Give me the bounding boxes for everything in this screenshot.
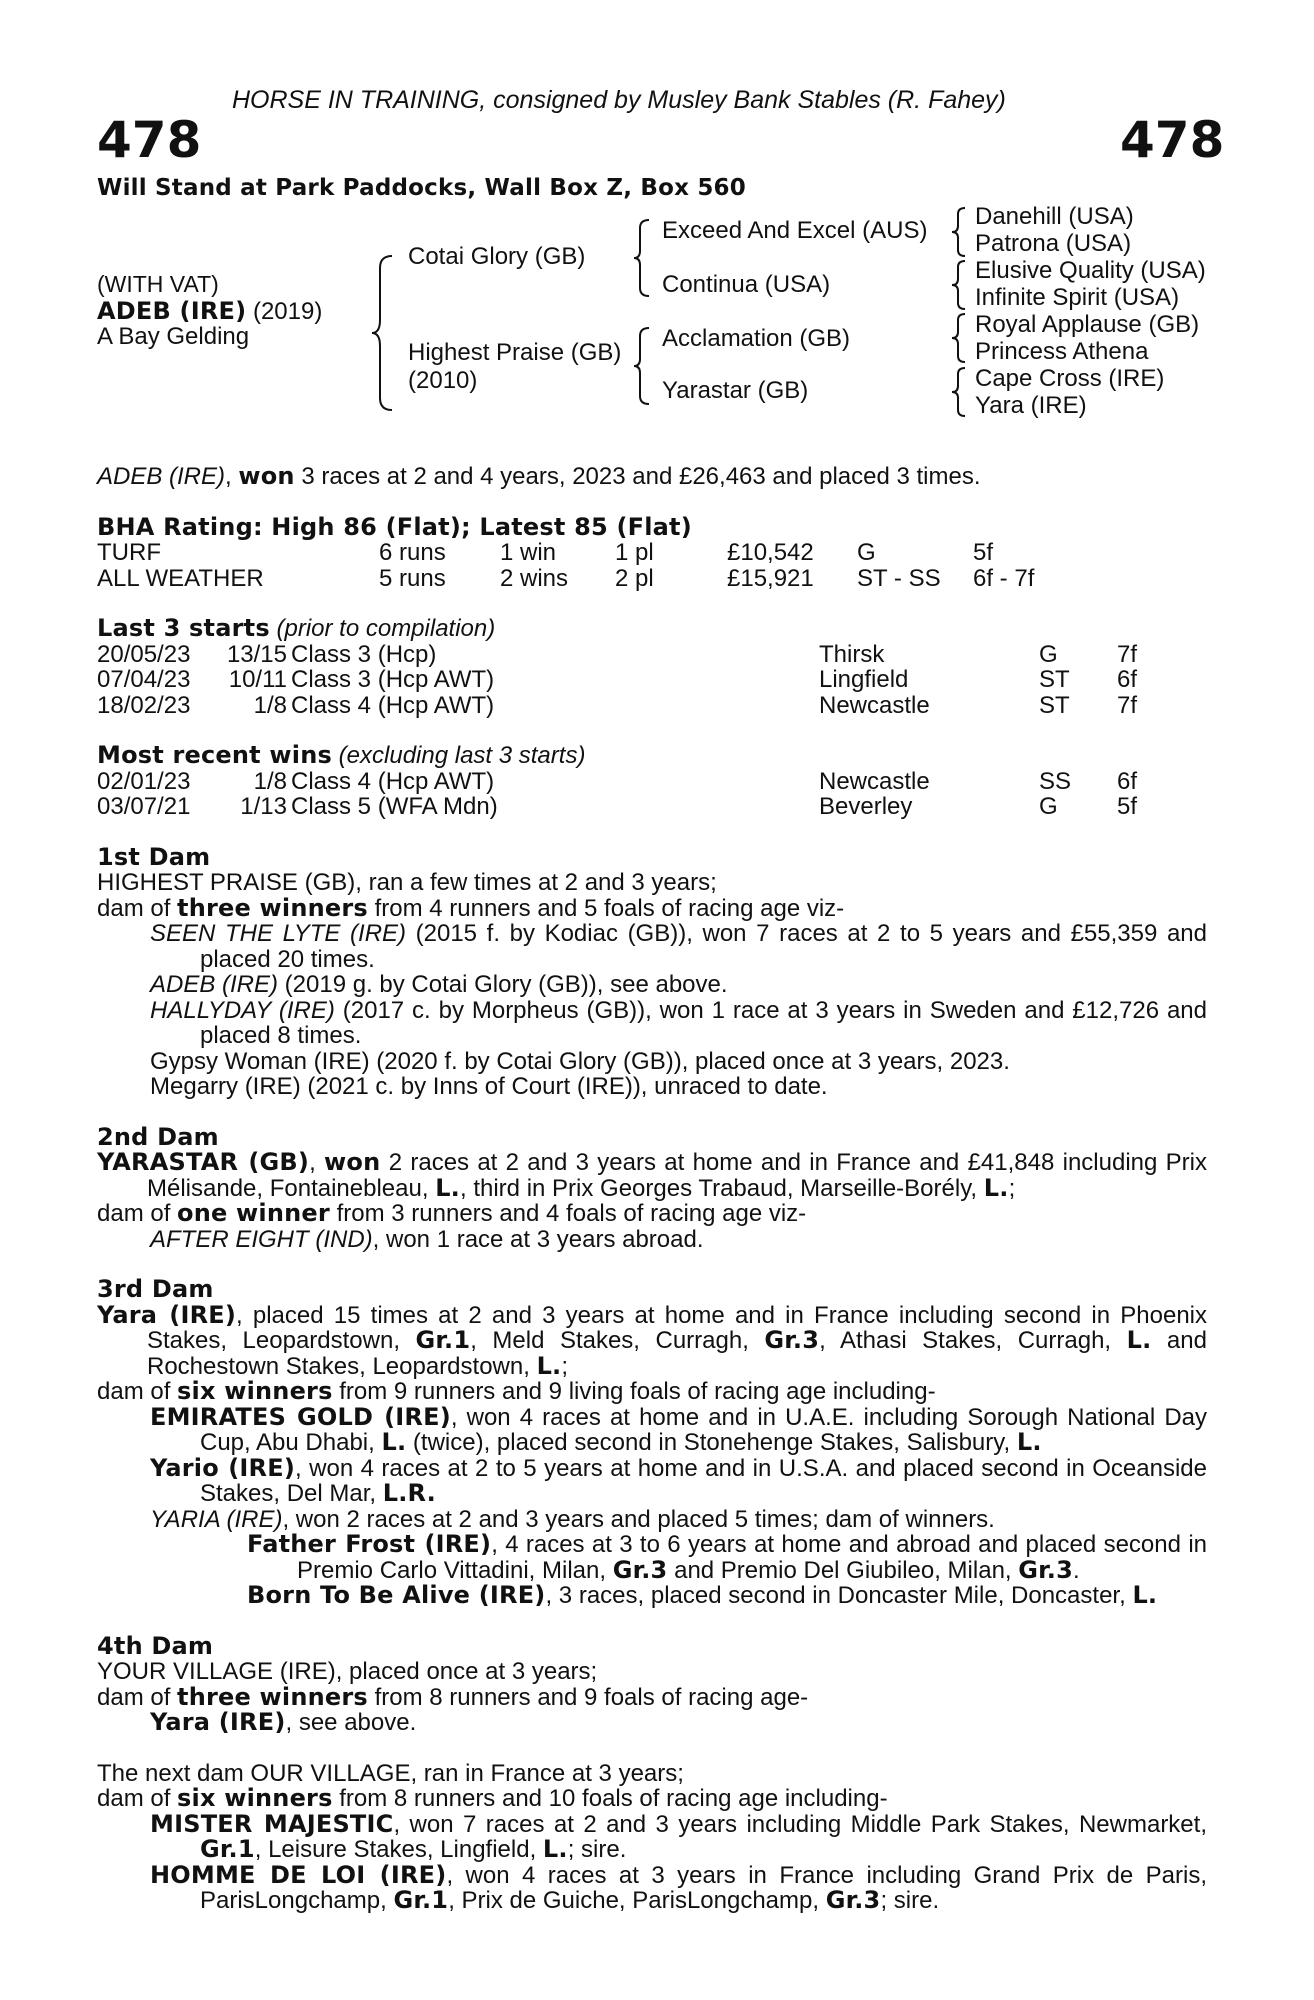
recent-wins-title: Most recent wins	[97, 741, 332, 769]
catalogue-body	[97, 464, 1207, 1914]
pedigree-g1: Danehill (USA)	[975, 203, 1134, 230]
pedigree-g7: Cape Cross (IRE)	[975, 365, 1165, 392]
produce-name: HOMME DE LOI (IRE)	[150, 1860, 447, 1889]
next-dam-produce-1: MISTER MAJESTIC, won 7 races at 2 and 3 years including Middle Park Stakes, Newmarket, Gr.1, Leisure Stakes, Lingfield, L.; sire.	[150, 1809, 1207, 1863]
start-going: ST	[1039, 691, 1070, 719]
produce-text: , won 1 race at 3 years abroad.	[372, 1225, 704, 1253]
vat-note: (WITH VAT)	[97, 271, 219, 297]
pedigree-g4: Infinite Spirit (USA)	[975, 284, 1180, 311]
dam3-grandproduce-2: Born To Be Alive (IRE), 3 races, placed second in Doncaster Mile, Doncaster, L.	[247, 1581, 1158, 1609]
pedigree-g5: Royal Applause (GB)	[975, 311, 1200, 338]
dam1-produce-2	[97, 972, 1207, 998]
win-row	[97, 769, 1207, 795]
rating-going: G	[857, 539, 876, 566]
dam1-line2	[97, 893, 1207, 922]
dam3-produce-1: EMIRATES GOLD (IRE), won 4 races at home and in U.A.E. including Sorough National Day Cup, Abu Dhabi, L. (twice), placed second in Stonehenge Stakes, Salisbury, L.	[150, 1402, 1208, 1456]
race-grade: Gr.3	[825, 1886, 881, 1914]
dam2-produce-1	[97, 1227, 1207, 1253]
start-row	[97, 693, 1207, 719]
win-class: Class 4 (Hcp AWT)	[291, 767, 495, 795]
horse-description: A Bay Gelding	[97, 323, 250, 350]
race-grade: L.	[536, 1351, 562, 1380]
start-distance: 6f	[1117, 666, 1138, 693]
start-date: 18/02/23	[97, 691, 191, 719]
pedigree-sire-sire: Exceed And Excel (AUS)	[662, 217, 928, 244]
start-course: Thirsk	[819, 640, 885, 668]
dam4-heading: 4th Dam	[97, 1631, 214, 1660]
produce-name: MISTER MAJESTIC	[150, 1809, 394, 1838]
produce-name: Yario (IRE)	[150, 1453, 296, 1482]
race-summary: ADEB (IRE), won 3 races at 2 and 4 years, 2023 and £26,463 and placed 3 times.	[97, 462, 981, 490]
pedigree-brace-g34	[950, 259, 968, 311]
pedigree-brace-dam	[632, 326, 652, 406]
dam1-suffix: from 4 runners and 5 foals of racing age viz-	[367, 894, 845, 922]
dam3-produce-3: YARIA (IRE), won 2 races at 2 and 3 years and placed 5 times; dam of winners.	[150, 1505, 995, 1533]
dam3-heading: 3rd Dam	[97, 1275, 214, 1303]
consignor-line: HORSE IN TRAINING, consigned by Musley Bank Stables (R. Fahey)	[232, 86, 1006, 114]
dam1-heading: 1st Dam	[97, 842, 211, 871]
win-row	[97, 794, 1207, 820]
pedigree-dam-dam: Yarastar (GB)	[662, 377, 809, 404]
summary-text: 3 races at 2 and 4 years, 2023 and £26,463 and placed 3 times.	[294, 463, 981, 490]
produce-name: YARIA (IRE)	[150, 1505, 283, 1533]
dam3-winners: six winners	[177, 1377, 333, 1405]
dam2-line2: dam of one winner from 3 runners and 4 foals of racing age viz-	[97, 1199, 807, 1227]
next-dam-produce-2: HOMME DE LOI (IRE), won 4 races at 3 years in France including Grand Prix de Paris, ParisLongchamp, Gr.1, Prix de Guiche, ParisLongchamp, Gr.3; sire.	[150, 1860, 1207, 1914]
rating-prize: £10,542	[727, 539, 814, 566]
next-dam-line2: dam of six winners from 8 runners and 10 foals of racing age including-	[97, 1784, 888, 1812]
pedigree-brace-sire	[632, 218, 652, 298]
start-date: 20/05/23	[97, 640, 191, 668]
race-grade: Gr.3	[1018, 1555, 1073, 1584]
rating-row	[97, 566, 1207, 592]
rating-row	[97, 540, 1207, 566]
win-course: Newcastle	[819, 767, 930, 795]
pedigree-g6: Princess Athena	[975, 338, 1149, 365]
start-distance: 7f	[1117, 640, 1138, 668]
start-date: 07/04/23	[97, 666, 191, 693]
race-grade: L.	[983, 1173, 1009, 1202]
last3-heading	[97, 616, 1207, 642]
produce-name: Father Frost (IRE)	[247, 1530, 492, 1558]
race-grade: Gr.1	[415, 1326, 471, 1354]
last3-title: Last 3 starts	[97, 614, 270, 642]
dam3-name: Yara (IRE)	[97, 1300, 237, 1329]
pedigree-sire: Cotai Glory (GB)	[408, 243, 586, 270]
start-going: ST	[1039, 666, 1070, 693]
race-grade: L.	[1016, 1428, 1042, 1456]
dam1-produce-4: Gypsy Woman (IRE) (2020 f. by Cotai Glory (GB)), placed once at 3 years, 2023.	[150, 1047, 1010, 1075]
pedigree-sire-dam: Continua (USA)	[662, 271, 831, 298]
pedigree-brace-g78	[950, 366, 968, 418]
next-dam-winners: six winners	[177, 1784, 333, 1812]
next-dam-line1: The next dam OUR VILLAGE, ran in France at 3 years;	[97, 1759, 684, 1787]
dam3-produce-2: Yario (IRE), won 4 races at 2 to 5 years at home and in U.S.A. and placed second in Oceanside Stakes, Del Mar, L.R.	[150, 1453, 1207, 1507]
dam2-line1: YARASTAR (GB), won 2 races at 2 and 3 years at home and in France and £41,848 including Prix Mélisande, Fontainebleau, L., third in Prix Georges Trabaud, Marseille-Borély, L.;	[97, 1148, 1207, 1202]
pedigree-brace-g12	[950, 206, 968, 258]
recent-wins-note: (excluding last 3 starts)	[338, 742, 586, 769]
dam4-winners: three winners	[177, 1682, 368, 1711]
rating-surface: ALL WEATHER	[97, 564, 264, 592]
pedigree-dam-sire: Acclamation (GB)	[662, 325, 851, 352]
rating-wins: 1 win	[500, 539, 557, 566]
rating-dist: 6f - 7f	[973, 564, 1035, 592]
produce-name: EMIRATES GOLD (IRE)	[150, 1402, 451, 1431]
win-class: Class 5 (WFA Mdn)	[291, 793, 498, 820]
produce-name: HALLYDAY (IRE)	[150, 996, 335, 1024]
summary-won: won	[238, 462, 295, 490]
dam2-name: YARASTAR (GB)	[97, 1148, 310, 1176]
dam1-prefix: dam of	[97, 894, 178, 922]
pedigree-brace-g56	[950, 312, 968, 364]
dam4-produce-1: Yara (IRE), see above.	[150, 1708, 417, 1736]
horse-year: (2019)	[252, 298, 323, 325]
race-grade: L.	[542, 1835, 568, 1863]
start-course: Lingfield	[819, 666, 909, 693]
dam2-heading: 2nd Dam	[97, 1122, 219, 1151]
summary-horse-name: ADEB (IRE)	[97, 463, 226, 490]
dam1-produce-1	[97, 921, 1207, 972]
start-going: G	[1039, 640, 1058, 668]
start-position: 1/8	[253, 691, 287, 719]
win-course: Beverley	[819, 793, 913, 820]
win-going: SS	[1039, 767, 1072, 795]
race-grade: Gr.3	[612, 1555, 668, 1584]
win-going: G	[1039, 793, 1058, 820]
race-grade: L.	[381, 1428, 407, 1456]
horse-name-line	[97, 298, 322, 326]
win-date: 03/07/21	[97, 793, 191, 820]
start-position: 13/15	[226, 640, 287, 668]
race-grade: L.	[1132, 1581, 1158, 1609]
dam1-produce-5: Megarry (IRE) (2021 c. by Inns of Court (IRE)), unraced to date.	[150, 1073, 828, 1100]
produce-name: Born To Be Alive (IRE)	[247, 1581, 546, 1609]
rating-surface: TURF	[97, 539, 161, 566]
recent-wins-heading	[97, 743, 1207, 769]
rating-placed: 2 pl	[615, 564, 654, 592]
rating-runs: 6 runs	[379, 539, 446, 566]
pedigree-dam: Highest Praise (GB)	[408, 339, 622, 366]
start-distance: 7f	[1117, 691, 1138, 719]
rating-prize: £15,921	[727, 564, 814, 592]
pedigree-g8: Yara (IRE)	[975, 392, 1087, 419]
dam3-line2: dam of six winners from 9 runners and 9 living foals of racing age including-	[97, 1377, 936, 1405]
dam1-line1: HIGHEST PRAISE (GB), ran a few times at 2 and 3 years;	[97, 869, 717, 896]
last3-note: (prior to compilation)	[276, 615, 496, 642]
produce-name: Yara (IRE)	[150, 1708, 286, 1736]
rating-placed: 1 pl	[615, 539, 654, 566]
lot-number-left: 478	[97, 111, 202, 169]
win-position: 1/8	[253, 767, 287, 795]
dam1-winners: three winners	[177, 893, 368, 922]
produce-text: (2017 c. by Morpheus (GB)), won 1 race at 3 years in Sweden and £12,726 and placed 8 times.	[200, 996, 1207, 1049]
stand-location: Will Stand at Park Paddocks, Wall Box Z, Box 560	[97, 175, 746, 201]
rating-going: ST - SS	[857, 564, 941, 592]
horse-name: ADEB (IRE)	[97, 297, 247, 325]
pedigree-g3: Elusive Quality (USA)	[975, 257, 1206, 284]
pedigree-g2: Patrona (USA)	[975, 230, 1132, 257]
pedigree-dam-year: (2010)	[408, 367, 478, 394]
dam4-line2: dam of three winners from 8 runners and 9 foals of racing age-	[97, 1682, 809, 1711]
start-row	[97, 667, 1207, 693]
dam2-winners: one winner	[177, 1199, 330, 1227]
race-grade: Gr.3	[764, 1326, 820, 1354]
dam3-grandproduce-1: Father Frost (IRE), 4 races at 3 to 6 years at home and abroad and placed second in Premio Carlo Vittadini, Milan, Gr.3 and Premio Del Giubileo, Milan, Gr.3.	[247, 1530, 1207, 1584]
start-class: Class 3 (Hcp)	[291, 640, 437, 668]
start-class: Class 4 (Hcp AWT)	[291, 691, 495, 719]
dam3-line1: Yara (IRE), placed 15 times at 2 and 3 years at home and in France including second in Phoenix Stakes, Leopardstown, Gr.1, Meld Stakes, Curragh, Gr.3, Athasi Stakes, Curragh, L. and Rochestown Stakes, Leopardstown, L.;	[97, 1300, 1207, 1380]
race-grade: Gr.1	[200, 1835, 255, 1863]
dam2-won: won	[324, 1148, 381, 1176]
start-row	[97, 642, 1207, 668]
produce-text: (2015 f. by Kodiac (GB)), won 7 races at 2 to 5 years and £55,359 and placed 20 times.	[200, 920, 1208, 973]
win-distance: 5f	[1117, 793, 1138, 820]
start-position: 10/11	[228, 666, 287, 693]
win-date: 02/01/23	[97, 767, 191, 795]
rating-runs: 5 runs	[379, 564, 446, 592]
produce-name: ADEB (IRE)	[150, 971, 279, 998]
start-class: Class 3 (Hcp AWT)	[291, 666, 495, 693]
race-grade: L.	[1126, 1326, 1152, 1354]
produce-name: SEEN THE LYTE (IRE)	[150, 920, 407, 947]
race-grade: L.	[435, 1173, 460, 1202]
dam1-produce-3	[97, 998, 1207, 1049]
dam4-line1: YOUR VILLAGE (IRE), placed once at 3 years;	[97, 1658, 598, 1685]
pedigree-brace-main	[370, 254, 396, 412]
rating-wins: 2 wins	[500, 564, 569, 592]
rating-dist: 5f	[973, 539, 994, 566]
race-grade: Gr.1	[393, 1886, 449, 1914]
race-grade: L.R.	[382, 1479, 436, 1507]
win-distance: 6f	[1117, 767, 1138, 795]
produce-text: (2019 g. by Cotai Glory (GB)), see above.	[278, 971, 728, 998]
start-course: Newcastle	[819, 691, 930, 719]
lot-number-right: 478	[1120, 111, 1225, 169]
produce-name: AFTER EIGHT (IND)	[150, 1225, 373, 1253]
win-position: 1/13	[240, 793, 287, 820]
rating-title: BHA Rating: High 86 (Flat); Latest 85 (Flat)	[97, 512, 692, 541]
